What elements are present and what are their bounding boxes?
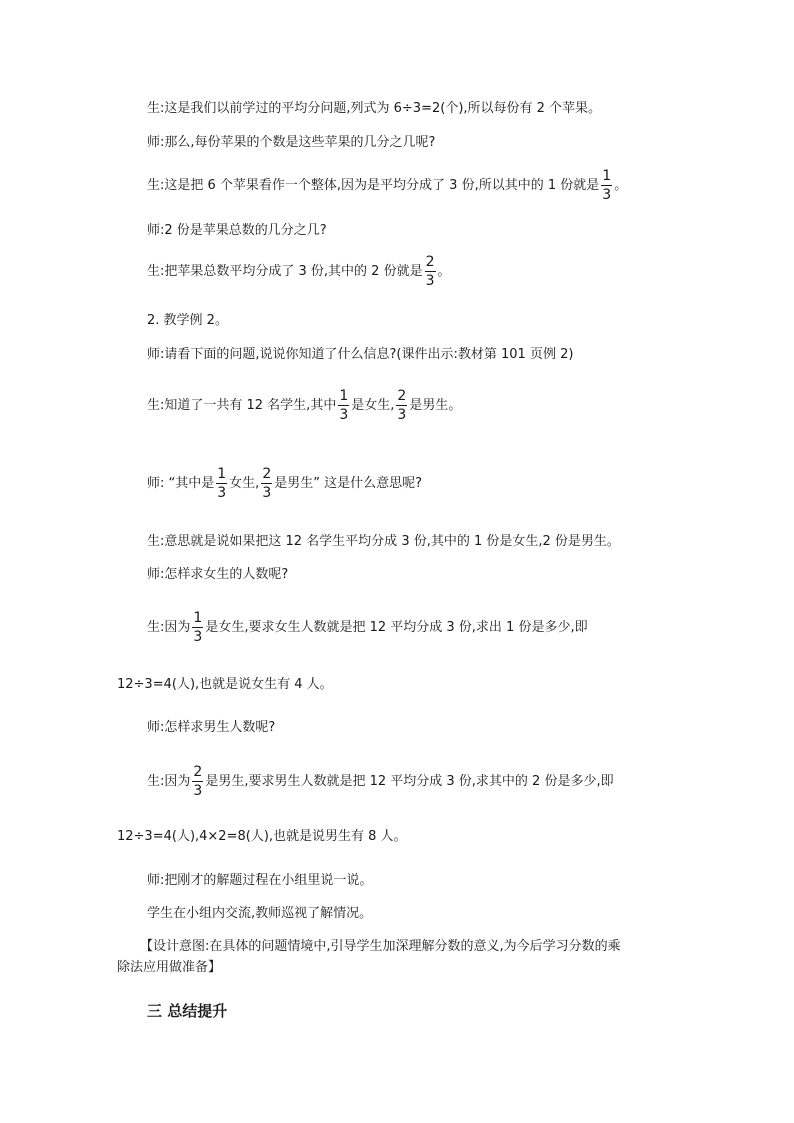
paragraph-8: [147, 388, 461, 424]
paragraph-9-text-a: 师: “其中是: [147, 476, 215, 491]
section-heading-summary: 三 总结提升: [147, 1002, 228, 1020]
paragraph-9-text-b: 女生,: [229, 476, 260, 491]
paragraph-16: 12÷3=4(人),4×2=8(人),也就是说男生有 8 人。: [117, 829, 407, 844]
design-intent-line-1: 【设计意图:在具体的问题情境中,引导学生加深理解分数的意义,为今后学习分数的乘: [140, 939, 621, 954]
paragraph-15-text-b: 是男生,要求男生人数就是把 12 平均分成 3 份,求其中的 2 份是多少,即: [205, 774, 614, 789]
fraction-two-thirds: $\frac{2}{3}$: [193, 764, 203, 799]
paragraph-13: 12÷3=4(人),也就是说女生有 4 人。: [117, 677, 333, 692]
paragraph-3-end: 。: [614, 178, 628, 193]
paragraph-12: [147, 610, 588, 646]
paragraph-15-text-a: 生:因为: [147, 774, 191, 789]
paragraph-9: [147, 466, 422, 502]
fraction-two-thirds: $\frac{2}{3}$: [262, 466, 272, 501]
fraction-one-third: $\frac{1}{3}$: [602, 168, 612, 203]
paragraph-5-end: 。: [437, 264, 451, 279]
paragraph-8-text-a: 生:知道了一共有 12 名学生,其中: [147, 398, 337, 413]
fraction-two-thirds: $\frac{2}{3}$: [425, 254, 435, 289]
fraction-one-third: $\frac{1}{3}$: [193, 610, 203, 645]
paragraph-18: 学生在小组内交流,教师巡视了解情况。: [147, 906, 373, 921]
paragraph-3: [147, 168, 627, 204]
paragraph-15: [147, 764, 614, 800]
paragraph-12-text-b: 是女生,要求女生人数就是把 12 平均分成 3 份,求出 1 份是多少,即: [205, 620, 588, 635]
paragraph-5-text: 生:把苹果总数平均分成了 3 份,其中的 2 份就是: [147, 264, 423, 279]
paragraph-4: 师:2 份是苹果总数的几分之几?: [147, 223, 327, 238]
paragraph-14: 师:怎样求男生人数呢?: [147, 720, 276, 735]
paragraph-5: [147, 254, 451, 290]
paragraph-1: 生:这是我们以前学过的平均分问题,列式为 6÷3=2(个),所以每份有 2 个苹果。: [147, 101, 602, 116]
paragraph-8-text-c: 是男生。: [409, 398, 462, 413]
paragraph-2: 师:那么,每份苹果的个数是这些苹果的几分之几呢?: [147, 135, 436, 150]
section-heading-example-2: 2. 教学例 2。: [147, 313, 228, 328]
fraction-one-third: $\frac{1}{3}$: [217, 466, 227, 501]
design-intent-line-2: 除法应用做准备】: [117, 960, 222, 975]
paragraph-11: 师:怎样求女生的人数呢?: [147, 567, 289, 582]
paragraph-17: 师:把刚才的解题过程在小组里说一说。: [147, 873, 373, 888]
paragraph-8-text-b: 是女生,: [351, 398, 395, 413]
paragraph-12-text-a: 生:因为: [147, 620, 191, 635]
paragraph-10: 生:意思就是说如果把这 12 名学生平均分成 3 份,其中的 1 份是女生,2 份是男生。: [147, 534, 620, 549]
paragraph-3-text: 生:这是把 6 个苹果看作一个整体,因为是平均分成了 3 份,所以其中的 1 份就是: [147, 178, 600, 193]
paragraph-7: 师:请看下面的问题,说说你知道了什么信息?(课件出示:教材第 101 页例 2): [147, 347, 574, 362]
fraction-two-thirds: $\frac{2}{3}$: [397, 388, 407, 423]
fraction-one-third: $\frac{1}{3}$: [339, 388, 349, 423]
paragraph-9-text-c: 是男生” 这是什么意思呢?: [274, 476, 423, 491]
